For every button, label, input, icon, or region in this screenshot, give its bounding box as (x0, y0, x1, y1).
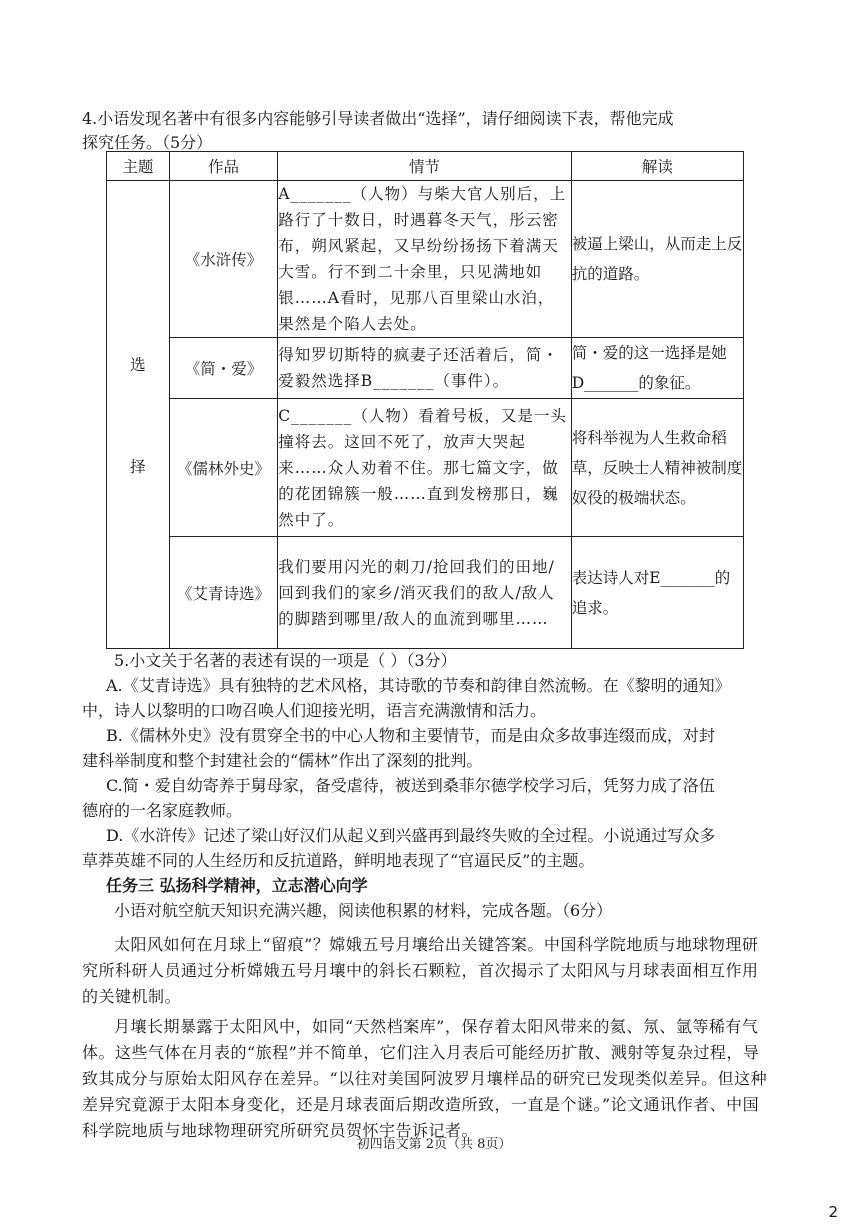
header-work: 作品 (169, 152, 278, 181)
option-b-line2: 建科举制度和整个封建社会的“儒林”作出了深刻的批判。 (82, 751, 483, 770)
option-b-line1: B.《儒林外史》没有贯穿全书的中心人物和主要情节，而是由众多故事连缀而成，对封 (106, 726, 715, 745)
work-cell: 《艾青诗选》 (169, 537, 278, 649)
task3-title: 任务三 弘扬科学精神，立志潜心向学 (106, 876, 368, 895)
plot-cell: 得知罗切斯特的疯妻子还活着后，简・爱毅然选择B_______（事件）。 (278, 338, 571, 399)
interpretation-cell: 将科举视为人生救命稻草，反映士人精神被制度奴役的极端状态。 (571, 399, 743, 537)
topic-char-1: 选 (130, 355, 146, 374)
work-cell: 《儒林外史》 (169, 399, 278, 537)
table-row (107, 399, 744, 537)
option-c-line2: 德府的一名家庭教师。 (82, 801, 243, 820)
page-footer: 初四语文第 2页（共 8页） (356, 1137, 512, 1152)
reading-paragraph-2: 月壤长期暴露于太阳风中，如同“天然档案库”，保存着太阳风带来的氦、氖、氩等稀有气体。这些气体在月表的“旅程”并不简单，它们注入月表后可能经历扩散、溅射等复杂过程，导致其成分与原始太阳风存在差异。“以往对美国阿波罗月壤样品的研究已发现类似差异。但这种差异究竟源于太阳本身变化，还是月球表面后期改造所致，一直是个谜。”论文通讯作者、中国科学院地质与地球物理研究所研究员贺怀宇告诉记者。 (82, 1017, 768, 1140)
choice-table (106, 151, 744, 649)
header-interpretation: 解读 (571, 152, 743, 181)
option-c-line1: C.简・爱自幼寄养于舅母家，备受虐待，被送到桑菲尔德学校学习后，凭努力成了洛伍 (106, 776, 715, 795)
interpretation-cell: 被逼上梁山，从而走上反抗的道路。 (571, 181, 743, 338)
page-number: 2 (828, 1203, 838, 1221)
table-row (107, 181, 744, 338)
question-5-stem: 5.小文关于名著的表述有误的一项是（ ）（3分） (114, 651, 457, 670)
question-4 (82, 107, 772, 155)
topic-cell (107, 181, 170, 649)
interpretation-cell: 简・爱的这一选择是她D_______的象征。 (571, 338, 743, 399)
option-d-line2: 草莽英雄不同的人生经历和反抗道路，鲜明地表现了“官逼民反”的主题。 (82, 851, 595, 870)
question-5 (82, 648, 772, 923)
header-plot: 情节 (278, 152, 571, 181)
option-d-line1: D.《水浒传》记述了梁山好汉们从起义到兴盛再到最终失败的全过程。小说通过写众多 (106, 826, 716, 845)
plot-cell: 我们要用闪光的刺刀/抢回我们的田地/回到我们的家乡/消灭我们的敌人/敌人的脚踏到哪里/敌人的血流到哪里…… (278, 537, 571, 649)
question-4-line1: 4.小语发现名著中有很多内容能够引导读者做出“选择”，请仔细阅读下表，帮他完成 (82, 109, 674, 128)
header-topic: 主题 (107, 152, 170, 181)
task3-intro: 小语对航空航天知识充满兴趣，阅读他积累的材料，完成各题。（6分） (114, 901, 613, 920)
plot-cell: A_______（人物）与柴大官人别后，上路行了十数日，时遇暮冬天气，彤云密布，朔风紧起，又早纷纷扬扬下着满天大雪。行不到二十余里，只见满地如银……A看时，见那八百里梁山水泊，果然是个陷人去处。 (278, 181, 571, 338)
option-a-line1: A.《艾青诗选》具有独特的艺术风格，其诗歌的节奏和韵律自然流畅。在《黎明的通知》 (106, 676, 731, 695)
work-cell: 《简・爱》 (169, 338, 278, 399)
table-header-row (107, 152, 744, 181)
interpretation-cell: 表达诗人对E_______的追求。 (571, 537, 743, 649)
table-row (107, 537, 744, 649)
topic-char-2: 择 (130, 457, 146, 476)
reading-paragraph-1: 太阳风如何在月球上“留痕”？嫦娥五号月壤给出关键答案。中国科学院地质与地球物理研究所科研人员通过分析嫦娥五号月壤中的斜长石颗粒，首次揭示了太阳风与月球表面相互作用的关键机制。 (82, 935, 759, 1006)
table-row (107, 338, 744, 399)
work-cell: 《水浒传》 (169, 181, 278, 338)
question-4-line2: 探究任务。（5分） (82, 133, 213, 152)
option-a-line2: 中，诗人以黎明的口吻召唤人们迎接光明，语言充满激情和活力。 (82, 701, 547, 720)
plot-cell: C_______（人物）看着号板，又是一头撞将去。这回不死了，放声大哭起来……众人劝着不住。那七篇文字，做的花团锦簇一般……直到发榜那日，巍然中了。 (278, 399, 571, 537)
